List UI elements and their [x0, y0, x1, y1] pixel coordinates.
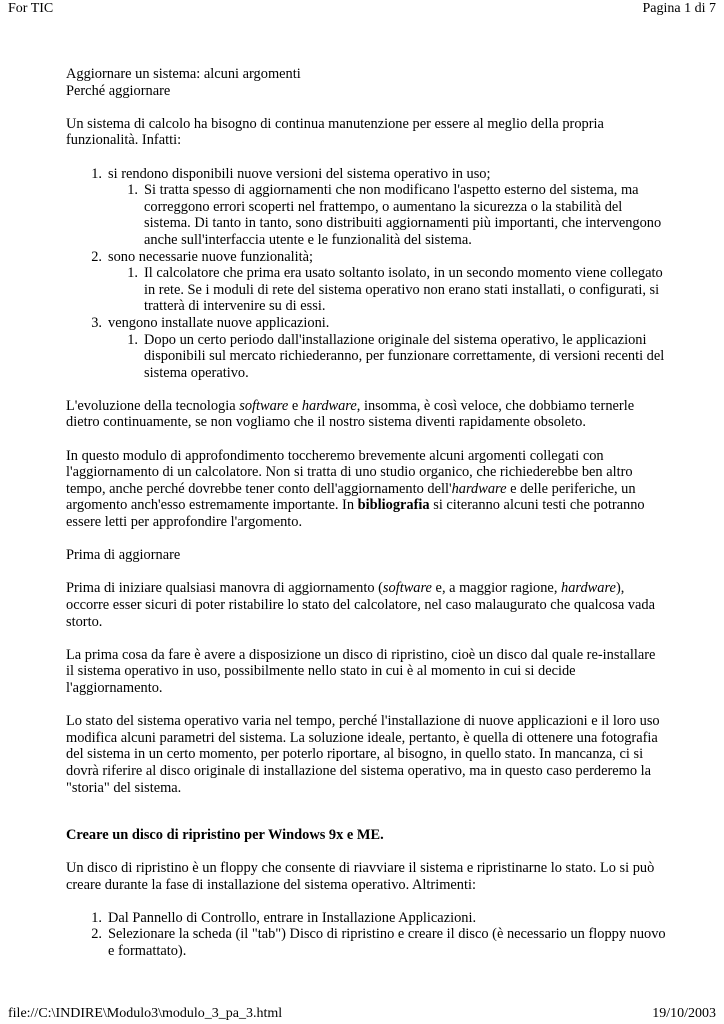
recovery-disk-paragraph: La prima cosa da fare è avere a disposizione un disco di ripristino, cioè un disco dal quale re-installare il sistema operativo in uso, possibilmente nello stato in cui è al momento in cui si decide l'aggiornamento. — [66, 646, 656, 696]
list-item-text: vengono installate nuove applicazioni. — [108, 314, 330, 331]
bold-heading: Creare un disco di ripristino per Windows 9x e ME. — [66, 826, 384, 843]
doc-subtitle: Perché aggiornare — [66, 82, 171, 99]
list-item — [66, 249, 666, 315]
footer-date: 19/10/2003 — [652, 1006, 716, 1021]
italic-term: hardware — [301, 397, 357, 414]
text-run: e delle periferiche, un argomento anch'esso estremamente importante. In — [66, 480, 636, 514]
list-item — [66, 910, 666, 927]
section-heading-prima: Prima di aggiornare — [66, 547, 181, 564]
text-run: ), occorre esser sicuri di poter ristabilire lo stato del calcolatore, nel caso malaugurato che qualcosa vada storto. — [66, 580, 655, 630]
sub-item-number: 1. — [127, 182, 138, 199]
sub-item-text: Si tratta spesso di aggiornamenti che non modificano l'aspetto esterno del sistema, ma correggono errori scoperti nel frattempo, o aumentano la sicurezza o la stabilità del sistema. Di tanto in tanto, sono distribuiti aggiornamenti più importanti, che intervengono anche sull'interfaccia utente e le funzionalità del sistema. — [144, 182, 662, 248]
steps-list — [66, 910, 666, 960]
list-item-number: 2. — [91, 248, 102, 265]
module-paragraph — [66, 448, 666, 531]
italic-term: software — [239, 397, 289, 414]
sub-item-number: 1. — [127, 265, 138, 282]
sub-item-number: 1. — [127, 331, 138, 348]
evolution-paragraph — [66, 398, 666, 431]
italic-term: hardware — [451, 480, 507, 497]
list-item-number: 2. — [91, 926, 102, 943]
floppy-paragraph: Un disco di ripristino è un floppy che consente di riavviare il sistema e ripristinarne lo stato. Lo si può creare durante la fase di installazione del sistema operativo. Altrimenti: — [66, 859, 655, 893]
section-heading-creare — [66, 827, 666, 844]
list-item-text: sono necessarie nuove funzionalità; — [108, 248, 313, 265]
footer-file-path: file://C:\INDIRE\Modulo3\modulo_3_pa_3.html — [8, 1006, 283, 1021]
reasons-list — [66, 166, 666, 382]
doc-title: Aggiornare un sistema: alcuni argomenti — [66, 66, 301, 82]
text-run: Prima di iniziare qualsiasi manovra di aggiornamento ( — [66, 580, 383, 597]
list-item-text: si rendono disponibili nuove versioni del sistema operativo in uso; — [108, 165, 491, 182]
text-run: e — [288, 397, 302, 414]
list-item-text: Selezionare la scheda (il "tab") Disco di ripristino e creare il disco (è necessario un floppy nuovo e formattato). — [108, 926, 666, 959]
before-update-paragraph — [66, 580, 666, 630]
list-item — [66, 926, 666, 959]
italic-term: hardware — [561, 580, 616, 597]
page-header — [8, 1, 716, 17]
text-run: e, a maggior ragione, — [431, 580, 562, 597]
italic-term: software — [382, 580, 432, 597]
text-run: L'evoluzione della tecnologia — [66, 397, 240, 414]
bibliography-link[interactable]: bibliografia — [357, 497, 430, 514]
text-run: , insomma, è così veloce, che dobbiamo ternerle dietro continuamente, se non vogliamo che il nostro sistema diventi rapidamente obsoleto. — [66, 397, 635, 431]
intro-paragraph: Un sistema di calcolo ha bisogno di continua manutenzione per essere al meglio della propria funzionalità. Infatti: — [66, 115, 604, 149]
text-run: si citeranno alcuni testi che potranno essere letti per approfondire l'argomento. — [66, 497, 645, 531]
list-item-number: 1. — [91, 165, 102, 182]
document-body — [66, 66, 666, 959]
page-footer — [8, 1006, 716, 1022]
sub-item-text: Il calcolatore che prima era usato soltanto isolato, in un secondo momento viene collegato in rete. Se i moduli di rete del sistema operativo non erano stati installati, o configurati, si tratterà di intervenire su di essi. — [144, 265, 663, 315]
list-item — [66, 315, 666, 381]
header-left: For TIC — [8, 1, 54, 16]
list-item-text: Dal Pannello di Controllo, entrare in Installazione Applicazioni. — [108, 909, 477, 926]
list-item-number: 1. — [91, 909, 102, 926]
header-page-number: Pagina 1 di 7 — [642, 1, 716, 16]
system-state-paragraph: Lo stato del sistema operativo varia nel tempo, perché l'installazione di nuove applicazioni e il loro uso modifica alcuni parametri del sistema. La soluzione ideale, pertanto, è quella di ottenere una fotografia del sistema in un certo momento, per poterlo riportare, al bisogno, in quello stato. In mancanza, ci si dovrà riferire al disco originale di installazione del sistema operativo, ma in questo caso perderemo la "storia" del sistema. — [66, 713, 660, 796]
sub-item-text: Dopo un certo periodo dall'installazione originale del sistema operativo, le applicazioni disponibili sul mercato richiederanno, per funzionare correttamente, di versioni recenti del sistema operativo. — [144, 331, 665, 381]
list-item — [66, 166, 666, 249]
list-item-number: 3. — [91, 314, 102, 331]
text-run: In questo modulo di approfondimento toccheremo brevemente alcuni argomenti collegati con l'aggiornamento di un calcolatore. Non si tratta di uno studio organico, che richiederebbe ben altro tempo, anche perché dovrebbe tener conto dell'aggiornamento dell' — [66, 447, 633, 497]
